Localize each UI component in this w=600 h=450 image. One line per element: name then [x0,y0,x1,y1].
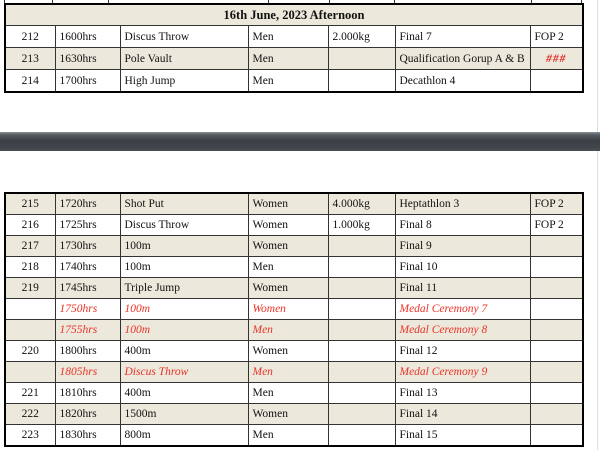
cell-no [5,362,55,383]
cell-fop: FOP 2 [530,193,583,215]
cell-gender: Women [248,215,328,236]
cell-fop: ### [530,48,583,70]
schedule-row [5,257,583,278]
cell-event: Discus Throw [120,362,248,383]
cell-fop [530,70,583,93]
cell-fop [530,257,583,278]
cell-event: 400m [120,383,248,404]
cell-round: Medal Ceremony 7 [395,299,530,320]
cell-round: Final 13 [395,383,530,404]
cell-no: 221 [5,383,55,404]
cell-weight [328,383,395,404]
page-separator-bar [0,132,600,151]
cell-no: 213 [5,48,55,70]
cell-event: Discus Throw [120,26,248,48]
cell-event: 1500m [120,404,248,425]
schedule-row [5,236,583,257]
cell-event: 100m [120,257,248,278]
cell-weight [328,320,395,341]
cell-gender: Men [248,320,328,341]
cell-no [5,299,55,320]
cell-weight [328,257,395,278]
cell-time: 1800hrs [55,341,120,362]
cell-gender: Women [248,278,328,299]
cell-weight [328,236,395,257]
cell-fop [530,278,583,299]
cell-event: Discus Throw [120,215,248,236]
cell-weight: 1.000kg [328,215,395,236]
cell-time: 1730hrs [55,236,120,257]
cell-round: Final 8 [395,215,530,236]
cell-time: 1630hrs [55,48,120,70]
cell-no: 218 [5,257,55,278]
cell-no [5,320,55,341]
cell-round: Final 9 [395,236,530,257]
schedule-row [5,215,583,236]
cell-weight [328,299,395,320]
cell-event: High Jump [120,70,248,93]
cell-fop [530,383,583,404]
cell-weight: 4.000kg [328,193,395,215]
cell-time: 1830hrs [55,425,120,447]
cell-no: 212 [5,26,55,48]
cell-weight [328,278,395,299]
cell-time: 1805hrs [55,362,120,383]
medal-ceremony-row [5,362,583,383]
cell-fop [530,341,583,362]
cell-gender: Men [248,425,328,447]
cell-no: 216 [5,215,55,236]
cell-time: 1720hrs [55,193,120,215]
cell-gender: Men [248,362,328,383]
cell-round: Final 7 [395,26,530,48]
cell-no: 214 [5,70,55,93]
cell-time: 1820hrs [55,404,120,425]
cell-gender: Men [248,70,328,93]
cell-event: 100m [120,320,248,341]
session-header: 16th June, 2023 Afternoon [5,4,583,26]
cell-no: 222 [5,404,55,425]
cell-round: Heptathlon 3 [395,193,530,215]
schedule-row [5,193,583,215]
cell-round: Medal Ceremony 8 [395,320,530,341]
cell-gender: Men [248,257,328,278]
cell-round: Final 11 [395,278,530,299]
cell-weight [328,362,395,383]
schedule-table-page1 [4,3,584,93]
cell-fop [530,236,583,257]
cell-fop: FOP 2 [530,215,583,236]
schedule-row [5,70,583,93]
cell-weight [328,48,395,70]
cell-round: Medal Ceremony 9 [395,362,530,383]
cell-no: 215 [5,193,55,215]
cell-event: 100m [120,299,248,320]
schedule-row [5,383,583,404]
cell-gender: Women [248,193,328,215]
cell-gender: Women [248,236,328,257]
cell-fop [530,404,583,425]
cell-event: Triple Jump [120,278,248,299]
cell-fop [530,299,583,320]
cell-round: Final 14 [395,404,530,425]
cell-gender: Men [248,26,328,48]
cell-event: Pole Vault [120,48,248,70]
cell-round: Final 12 [395,341,530,362]
cell-no: 219 [5,278,55,299]
cell-event: 400m [120,341,248,362]
cell-round: Qualification Gorup A & B [395,48,530,70]
schedule-row [5,341,583,362]
cell-time: 1725hrs [55,215,120,236]
cell-gender: Women [248,341,328,362]
schedule-row [5,26,583,48]
medal-ceremony-row [5,299,583,320]
session-header-row [5,4,583,26]
cell-time: 1740hrs [55,257,120,278]
schedule-row [5,278,583,299]
cell-fop: FOP 2 [530,26,583,48]
cell-no: 223 [5,425,55,447]
cell-event: Shot Put [120,193,248,215]
cell-round: Decathlon 4 [395,70,530,93]
cell-weight [328,425,395,447]
cell-fop [530,320,583,341]
schedule-table-page2 [4,192,584,447]
cell-weight [328,404,395,425]
schedule-row [5,425,583,447]
cell-no: 217 [5,236,55,257]
cell-gender: Women [248,404,328,425]
cell-time: 1700hrs [55,70,120,93]
cell-gender: Men [248,383,328,404]
schedule-row [5,48,583,70]
cell-time: 1745hrs [55,278,120,299]
cell-no: 220 [5,341,55,362]
page-edge-line [597,0,598,450]
cell-fop [530,425,583,447]
cell-weight: 2.000kg [328,26,395,48]
cell-fop [530,362,583,383]
cell-time: 1750hrs [55,299,120,320]
cell-time: 1755hrs [55,320,120,341]
cell-time: 1600hrs [55,26,120,48]
cell-event: 800m [120,425,248,447]
cell-gender: Women [248,299,328,320]
cell-time: 1810hrs [55,383,120,404]
cell-event: 100m [120,236,248,257]
cell-round: Final 10 [395,257,530,278]
cell-weight [328,341,395,362]
schedule-row [5,404,583,425]
cell-gender: Men [248,48,328,70]
cell-weight [328,70,395,93]
cell-round: Final 15 [395,425,530,447]
medal-ceremony-row [5,320,583,341]
